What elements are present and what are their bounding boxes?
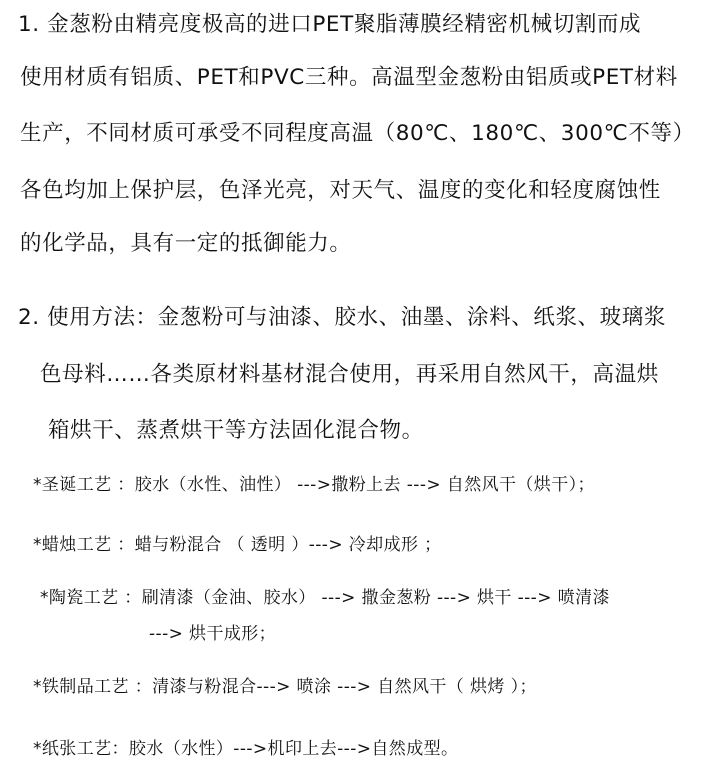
section1-line-4: 各色均加上保护层，色泽光亮，对天气、温度的变化和轻度腐蚀性 xyxy=(20,178,661,203)
process-paper: *纸张工艺：胶水（水性）--->机印上去--->自然成型。 xyxy=(33,739,459,759)
section2-line-1: 2. 使用方法：金葱粉可与油漆、胶水、油墨、涂料、纸浆、玻璃浆 xyxy=(18,305,666,330)
section2-line-2: 色母料……各类原材料基材混合使用，再采用自然风干，高温烘 xyxy=(40,362,659,387)
process-christmas: *圣诞工艺 ：胶水（水性、油性） --->撒粉上去 ---> 自然风干（烘干）； xyxy=(33,475,595,495)
process-candle: *蜡烛工艺 ：蜡与粉混合 （ 透明 ）---> 冷却成形 ； xyxy=(33,535,442,555)
section1-line-5: 的化学品，具有一定的抵御能力。 xyxy=(20,231,352,256)
process-ceramic-line-1: *陶瓷工艺 ：刷清漆（金油、胶水） ---> 撒金葱粉 ---> 烘干 ---> 喷清漆 xyxy=(40,588,610,608)
section1-line-1: 1. 金葱粉由精亮度极高的进口PET聚脂薄膜经精密机械切割而成 xyxy=(18,12,642,37)
process-iron: *铁制品工艺 ：清漆与粉混合---> 喷涂 ---> 自然风干（ 烘烤 ）； xyxy=(33,677,537,697)
section1-line-3: 生产，不同材质可承受不同程度高温（80℃、180℃、300℃不等） xyxy=(20,121,695,146)
section2-line-3: 箱烘干、蒸煮烘干等方法固化混合物。 xyxy=(48,418,424,443)
section1-line-2: 使用材质有铝质、PET和PVC三种。高温型金葱粉由铝质或PET材料 xyxy=(20,65,678,90)
process-ceramic-line-2: ---> 烘干成形； xyxy=(149,624,277,644)
